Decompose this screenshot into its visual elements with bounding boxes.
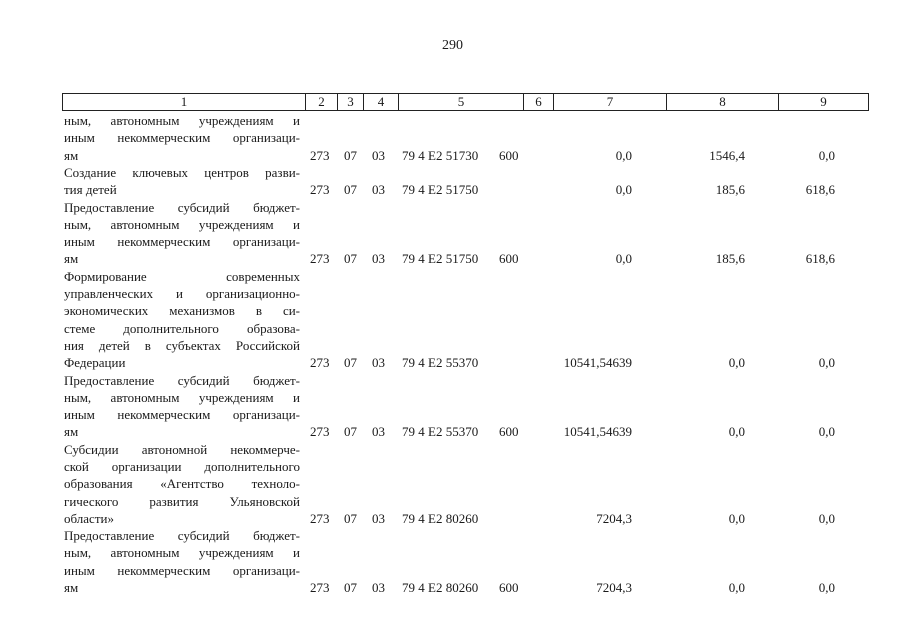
row-cell-c5: 79 4 E2 51750 [402,251,479,267]
description-line: иным некоммерческим организаци- [64,130,300,146]
row-cell-c8: 185,6 [715,182,745,198]
row-cell-c6: 600 [499,424,519,440]
row-cell-c7: 0,0 [615,147,632,163]
table-row [0,112,905,164]
table-row [0,441,905,528]
row-cell-c9: 0,0 [818,424,835,440]
row-cell-c8: 0,0 [728,424,745,440]
row-cell-c7: 10541,54639 [563,355,632,371]
row-cell-c7: 7204,3 [596,580,632,596]
description-line: Формирование современных [64,268,300,284]
row-description [64,199,300,268]
description-line: ным, автономным учреждениям и [64,113,300,128]
description-line: ям [64,580,79,596]
header-col-4: 4 [364,94,399,111]
row-cell-c5: 79 4 E2 80260 [402,510,479,526]
table-row [0,268,905,372]
description-line: иным некоммерческим организаци- [64,234,300,250]
row-cell-c9: 618,6 [805,251,835,267]
row-cell-c3: 07 [344,147,357,163]
description-line: иным некоммерческим организаци- [64,562,300,578]
description-line: ным, автономным учреждениям и [64,216,300,232]
row-cell-c3: 07 [344,182,357,198]
description-line: стеме дополнительного образова- [64,320,300,336]
row-cell-c4: 03 [372,580,385,596]
description-line: образования «Агентство техноло- [64,476,300,492]
description-line: области» [64,510,114,526]
description-line: ным, автономным учреждениям и [64,389,300,405]
row-cell-c9: 0,0 [818,510,835,526]
row-cell-c7: 0,0 [615,251,632,267]
row-cell-c3: 07 [344,251,357,267]
table-row [0,372,905,441]
row-cell-c3: 07 [344,424,357,440]
row-description [64,372,300,441]
row-description [64,268,300,372]
row-cell-c6: 600 [499,147,519,163]
description-line: Федерации [64,355,126,371]
row-cell-c4: 03 [372,424,385,440]
row-cell-c8: 0,0 [728,510,745,526]
table-row [0,164,905,199]
row-description [64,112,300,164]
row-cell-c4: 03 [372,355,385,371]
row-cell-c3: 07 [344,355,357,371]
row-cell-c9: 618,6 [805,182,835,198]
description-line: ям [64,424,79,440]
row-cell-c2: 273 [310,510,330,526]
row-cell-c7: 0,0 [615,182,632,198]
row-cell-c4: 03 [372,510,385,526]
description-line: управленческих и организационно- [64,285,300,301]
row-cell-c3: 07 [344,510,357,526]
row-cell-c2: 273 [310,147,330,163]
header-col-9: 9 [779,94,869,111]
row-cell-c4: 03 [372,182,385,198]
description-line: гического развития Ульяновской [64,493,300,509]
description-line: Субсидии автономной некоммерче- [64,441,300,457]
row-cell-c8: 185,6 [715,251,745,267]
header-col-7: 7 [554,94,667,111]
row-cell-c9: 0,0 [818,580,835,596]
row-cell-c7: 7204,3 [596,510,632,526]
column-header-row [62,93,869,111]
row-cell-c2: 273 [310,182,330,198]
row-cell-c2: 273 [310,424,330,440]
row-cell-c5: 79 4 E2 51750 [402,182,479,198]
row-cell-c6: 600 [499,251,519,267]
row-cell-c5: 79 4 E2 55370 [402,355,479,371]
row-cell-c5: 79 4 E2 80260 [402,580,479,596]
description-line: экономических механизмов в си- [64,303,300,319]
row-cell-c7: 10541,54639 [563,424,632,440]
description-line: ния детей в субъектах Российской [64,337,300,353]
row-cell-c9: 0,0 [818,147,835,163]
row-cell-c4: 03 [372,147,385,163]
row-cell-c5: 79 4 E2 55370 [402,424,479,440]
header-col-1: 1 [63,94,306,111]
header-col-8: 8 [667,94,779,111]
table-row [0,199,905,268]
description-line: ям [64,147,79,163]
header-col-6: 6 [524,94,554,111]
row-cell-c2: 273 [310,251,330,267]
row-cell-c8: 1546,4 [709,147,745,163]
row-cell-c2: 273 [310,580,330,596]
description-line: ской организации дополнительного [64,458,300,474]
table-row [0,527,905,596]
row-description [64,164,300,199]
row-cell-c3: 07 [344,580,357,596]
header-col-5: 5 [399,94,524,111]
description-line: иным некоммерческим организаци- [64,407,300,423]
row-cell-c9: 0,0 [818,355,835,371]
row-description [64,527,300,596]
header-col-2: 2 [306,94,338,111]
row-description [64,441,300,527]
description-line: Предоставление субсидий бюджет- [64,528,300,544]
description-line: ным, автономным учреждениям и [64,545,300,561]
row-cell-c6: 600 [499,580,519,596]
description-line: Предоставление субсидий бюджет- [64,199,300,215]
description-line: тия детей [64,182,117,198]
row-cell-c2: 273 [310,355,330,371]
row-cell-c4: 03 [372,251,385,267]
page-number: 290 [442,38,463,53]
description-line: Предоставление субсидий бюджет- [64,372,300,388]
description-line: Создание ключевых центров разви- [64,164,300,180]
row-cell-c8: 0,0 [728,580,745,596]
row-cell-c8: 0,0 [728,355,745,371]
row-cell-c5: 79 4 E2 51730 [402,147,479,163]
header-col-3: 3 [338,94,364,111]
description-line: ям [64,251,79,267]
